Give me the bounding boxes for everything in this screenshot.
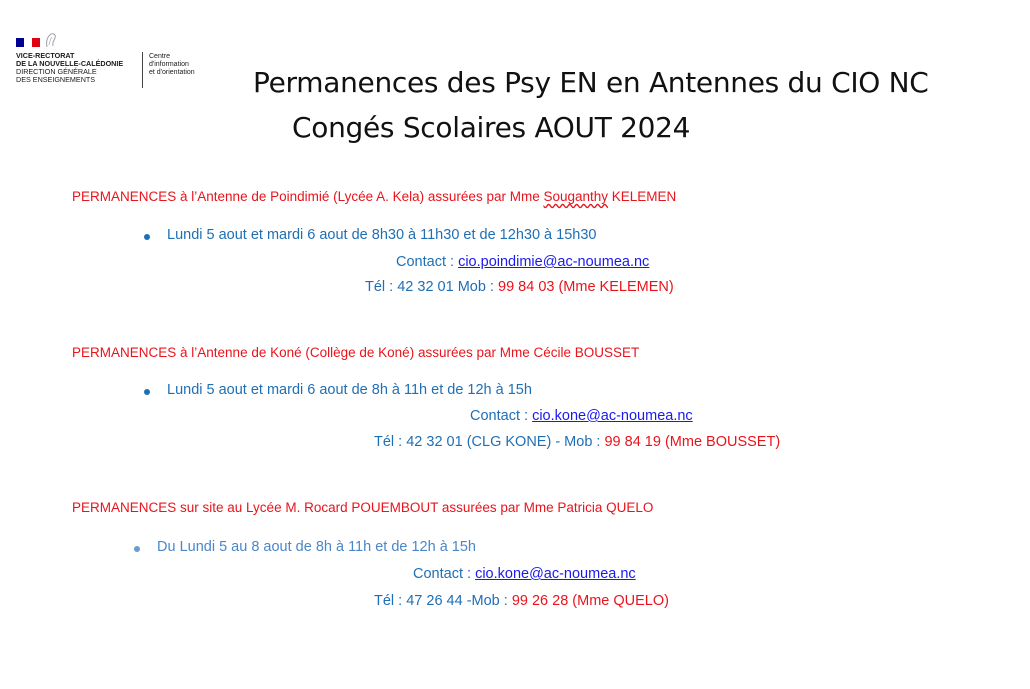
phone-text: Tél : 47 26 44 -Mob : xyxy=(374,593,512,609)
heading-text-end: KELEMEN xyxy=(608,189,677,204)
phone-line xyxy=(374,434,780,450)
heading-text: PERMANENCES à l’Antenne de Koné (Collège de Koné) assurées par Mme Cécile BOUSSET xyxy=(72,345,640,360)
contact-line xyxy=(470,408,693,424)
logo-side-line: Centre xyxy=(149,53,171,60)
email-link[interactable]: cio.kone@ac-noumea.nc xyxy=(475,566,636,582)
schedule-text: Du Lundi 5 au 8 aout de 8h à 11h et de 12h à 15h xyxy=(157,539,476,555)
section-heading xyxy=(72,500,653,515)
phone-line xyxy=(374,593,669,609)
mobile-number: 99 84 19 (Mme BOUSSET) xyxy=(604,434,781,450)
logo-text xyxy=(16,52,123,84)
mobile-number: 99 26 28 (Mme QUELO) xyxy=(511,593,669,609)
phone-text: Tél : 42 32 01 Mob : xyxy=(365,279,498,295)
logo-divider xyxy=(142,52,143,88)
french-flag-icon xyxy=(16,38,40,47)
marianne-icon xyxy=(44,32,58,48)
mobile-number: 99 84 03 (Mme KELEMEN) xyxy=(498,279,674,295)
contact-line xyxy=(413,566,636,582)
schedule-text: Lundi 5 aout et mardi 6 aout de 8h à 11h et de 12h à 15h xyxy=(167,382,532,398)
contact-label: Contact : xyxy=(470,408,533,424)
logo-vice-rectorat xyxy=(16,32,226,92)
contact-label: Contact : xyxy=(413,566,476,582)
heading-text: PERMANENCES sur site au Lycée M. Rocard POUEMBOUT assurées par Mme Patricia QUELO xyxy=(72,500,654,515)
logo-side-line: et d'orientation xyxy=(149,69,195,76)
email-link[interactable]: cio.kone@ac-noumea.nc xyxy=(532,408,693,424)
bullet-icon xyxy=(144,234,150,240)
logo-line: DIRECTION GÉNÉRALE xyxy=(16,67,97,76)
bullet-icon xyxy=(144,389,150,395)
section-heading xyxy=(72,189,676,204)
email-link[interactable]: cio.poindimie@ac-noumea.nc xyxy=(458,254,650,270)
heading-text: PERMANENCES à l’Antenne de Poindimié (Lycée A. Kela) assurées par Mme xyxy=(72,189,544,204)
logo-side-text xyxy=(149,53,195,77)
logo-line: VICE-RECTORAT xyxy=(16,51,75,60)
contact-label: Contact : xyxy=(396,254,459,270)
contact-line xyxy=(396,254,649,270)
schedule-text: Lundi 5 aout et mardi 6 aout de 8h30 à 11h30 et de 12h30 à 15h30 xyxy=(167,227,597,243)
phone-text: Tél : 42 32 01 (CLG KONE) - Mob : xyxy=(374,434,605,450)
page-title: Permanences des Psy EN en Antennes du CIO NC xyxy=(253,66,929,99)
section-heading xyxy=(72,345,639,360)
page-subtitle: Congés Scolaires AOUT 2024 xyxy=(292,111,691,144)
bullet-icon xyxy=(134,546,140,552)
logo-line: DE LA NOUVELLE-CALÉDONIE xyxy=(16,59,124,68)
phone-line xyxy=(365,279,674,295)
heading-name: Souganthy xyxy=(543,189,609,204)
logo-line: DES ENSEIGNEMENTS xyxy=(16,75,96,84)
logo-side-line: d'information xyxy=(149,61,189,68)
